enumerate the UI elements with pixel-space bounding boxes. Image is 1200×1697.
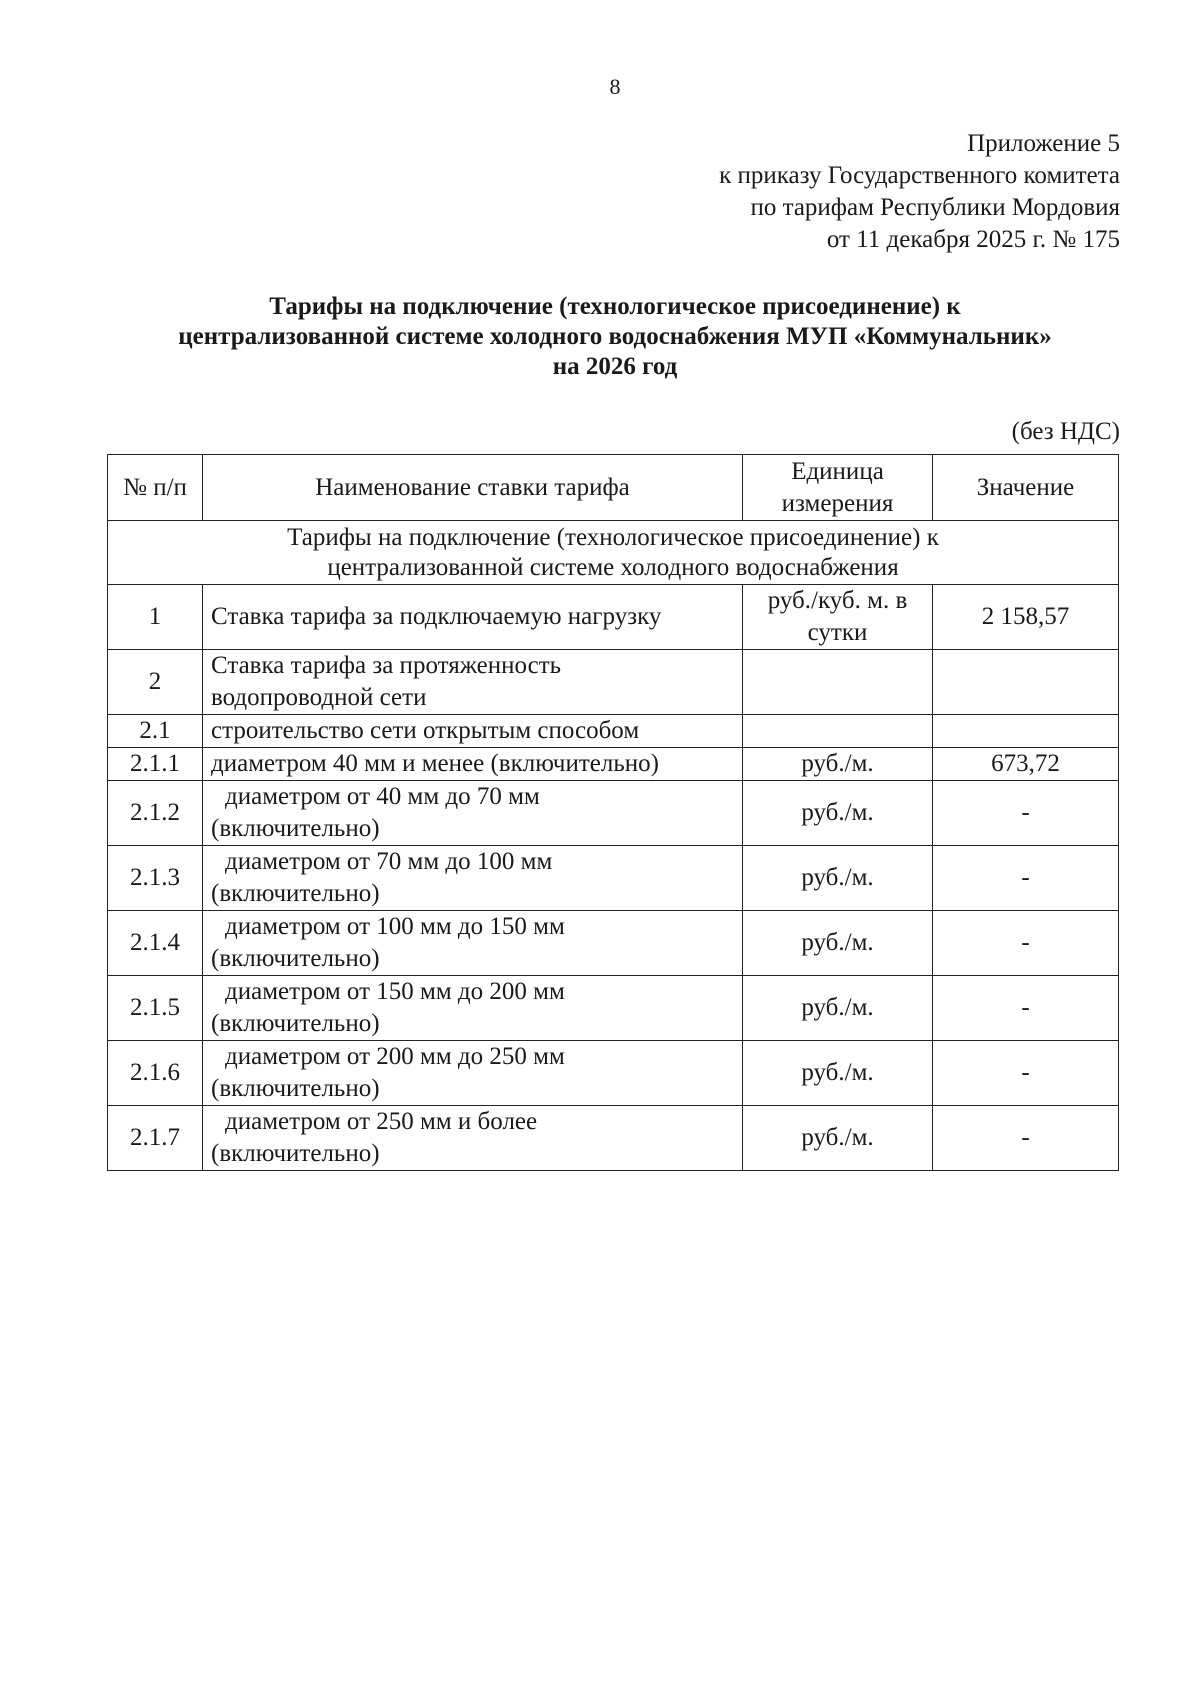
- row-name: [203, 1041, 743, 1106]
- row-name: [203, 781, 743, 846]
- row-unit-line: руб./м.: [801, 1059, 874, 1086]
- row-unit: [743, 846, 933, 911]
- row-name-line: (включительно): [211, 880, 380, 907]
- page-number: 8: [609, 74, 621, 99]
- appendix-line: к приказу Государственного комитета: [719, 162, 1120, 189]
- row-number: 2: [108, 650, 203, 715]
- row-value: [933, 715, 1119, 748]
- row-value: 2 158,57: [933, 585, 1119, 650]
- row-name-line: диаметром от 200 мм до 250 мм: [225, 1043, 565, 1070]
- row-name-line: (включительно): [211, 1140, 380, 1167]
- row-name: [203, 1106, 743, 1171]
- table-row: [108, 846, 1119, 911]
- row-unit: [743, 585, 933, 650]
- appendix-line: Приложение 5: [967, 130, 1120, 157]
- row-unit: [743, 1106, 933, 1171]
- row-name: [203, 976, 743, 1041]
- row-name-line: Ставка тарифа за подключаемую нагрузку: [211, 603, 662, 630]
- row-unit: [743, 1041, 933, 1106]
- row-name-line: (включительно): [211, 1010, 380, 1037]
- header-unit-line: Единица: [791, 457, 884, 485]
- title-line: на 2026 год: [552, 353, 678, 380]
- row-name-line: диаметром от 40 мм до 70 мм: [225, 783, 540, 810]
- tariff-table: [107, 454, 1119, 1171]
- row-name-line: (включительно): [211, 815, 380, 842]
- row-name: [203, 748, 743, 781]
- row-name: [203, 715, 743, 748]
- section-heading: [108, 521, 1119, 585]
- section-line: Тарифы на подключение (технологическое присоединение) к: [287, 523, 939, 551]
- row-value: -: [933, 1106, 1119, 1171]
- row-unit-line: руб./м.: [801, 864, 874, 891]
- header-unit: [743, 455, 933, 521]
- row-name: [203, 846, 743, 911]
- header-num: № п/п: [108, 455, 203, 521]
- row-name: [203, 650, 743, 715]
- table-row: [108, 781, 1119, 846]
- row-number: 2.1.6: [108, 1041, 203, 1106]
- row-unit-line: руб./м.: [801, 929, 874, 956]
- header-value: Значение: [933, 455, 1119, 521]
- row-number: 2.1.2: [108, 781, 203, 846]
- row-value: -: [933, 976, 1119, 1041]
- section-line: централизованной системе холодного водоснабжения: [327, 553, 899, 581]
- row-unit-line: руб./куб. м. в: [767, 587, 908, 614]
- table-row: [108, 748, 1119, 781]
- row-unit: [743, 650, 933, 715]
- appendix-line: по тарифам Республики Мордовия: [750, 194, 1120, 221]
- row-name: [203, 911, 743, 976]
- header-name: Наименование ставки тарифа: [203, 455, 743, 521]
- row-number: 2.1.3: [108, 846, 203, 911]
- row-name-line: (включительно): [211, 1075, 380, 1102]
- title-line: централизованной системе холодного водоснабжения МУП «Коммунальник»: [178, 323, 1052, 350]
- row-name-line: диаметром от 100 мм до 150 мм: [225, 913, 565, 940]
- row-unit: [743, 781, 933, 846]
- row-value: -: [933, 781, 1119, 846]
- table-row: [108, 1106, 1119, 1171]
- row-name: [203, 585, 743, 650]
- vat-note: (без НДС): [1011, 418, 1120, 445]
- row-name-line: (включительно): [211, 945, 380, 972]
- row-name-line: строительство сети открытым способом: [211, 717, 640, 744]
- row-unit-line: сутки: [807, 619, 868, 646]
- row-unit: [743, 911, 933, 976]
- row-value: [933, 650, 1119, 715]
- table-row: [108, 976, 1119, 1041]
- row-unit-line: руб./м.: [801, 994, 874, 1021]
- table-row: [108, 585, 1119, 650]
- row-number: 2.1.7: [108, 1106, 203, 1171]
- row-name-line: диаметром от 250 мм и более: [225, 1108, 538, 1135]
- row-name-line: диаметром от 70 мм до 100 мм: [225, 848, 553, 875]
- row-value: 673,72: [933, 748, 1119, 781]
- row-number: 2.1: [108, 715, 203, 748]
- row-unit: [743, 976, 933, 1041]
- header-unit-line: измерения: [781, 489, 894, 517]
- row-value: -: [933, 911, 1119, 976]
- row-value: -: [933, 846, 1119, 911]
- document-title: [90, 292, 1140, 382]
- table-body: [108, 585, 1119, 1171]
- row-number: 2.1.4: [108, 911, 203, 976]
- section-row: [108, 521, 1119, 585]
- row-unit-line: руб./м.: [801, 750, 874, 777]
- appendix-line: от 11 декабря 2025 г. № 175: [826, 226, 1120, 253]
- table-row: [108, 911, 1119, 976]
- table-row: [108, 1041, 1119, 1106]
- row-number: 2.1.1: [108, 748, 203, 781]
- row-number: 1: [108, 585, 203, 650]
- title-line: Тарифы на подключение (технологическое присоединение) к: [269, 293, 961, 320]
- table-header-row: [108, 455, 1119, 521]
- row-name-line: диаметром 40 мм и менее (включительно): [211, 750, 659, 777]
- appendix-block: [719, 128, 1120, 256]
- row-unit-line: руб./м.: [801, 799, 874, 826]
- row-number: 2.1.5: [108, 976, 203, 1041]
- row-name-line: диаметром от 150 мм до 200 мм: [225, 978, 565, 1005]
- row-name-line: Ставка тарифа за протяженность: [211, 652, 562, 679]
- table-row: [108, 650, 1119, 715]
- row-unit: [743, 748, 933, 781]
- row-unit: [743, 715, 933, 748]
- row-unit-line: руб./м.: [801, 1124, 874, 1151]
- row-value: -: [933, 1041, 1119, 1106]
- table-row: [108, 715, 1119, 748]
- row-name-line: водопроводной сети: [211, 684, 427, 711]
